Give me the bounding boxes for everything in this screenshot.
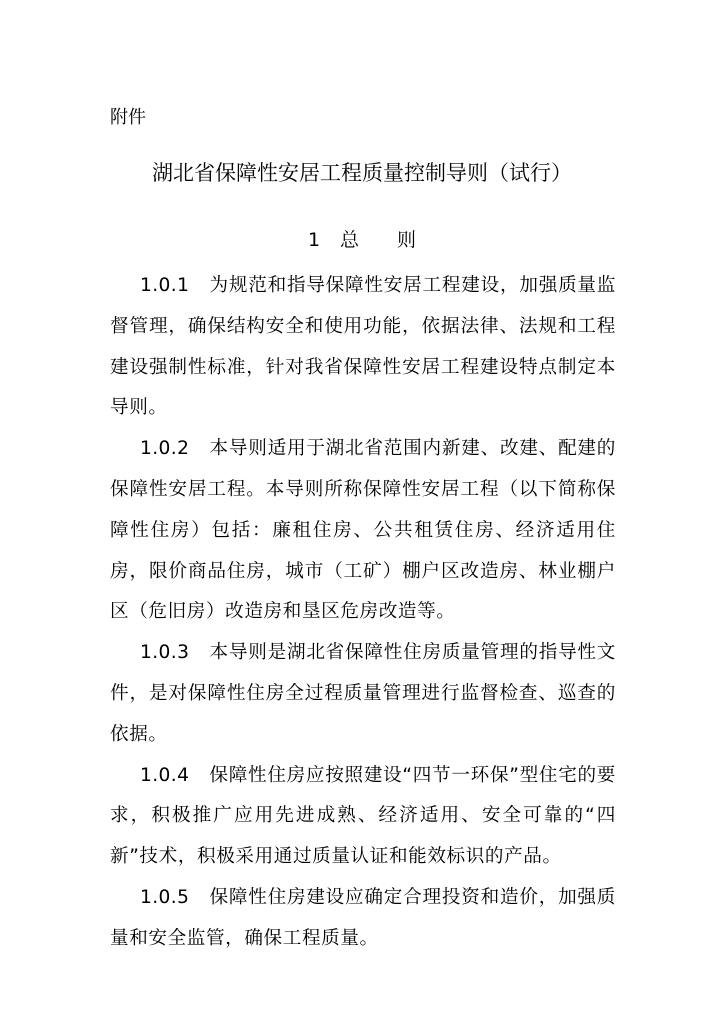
clause-number: 1.0.4 [140,764,190,786]
section-number: 1 [307,229,321,251]
clause-paragraph [110,266,616,429]
clause-text: 保障性住房应按照建设“四节一环保”型住宅的要求，积极推广应用先进成熟、经济适用、安全可靠的“四新”技术，积极采用通过质量认证和能效标识的产品。 [110,764,616,868]
section-name-part2: 则 [397,229,417,251]
clause-text: 本导则是湖北省保障性住房质量管理的指导性文件，是对保障性住房全过程质量管理进行监督检查、巡查的依据。 [110,642,616,745]
clause-number: 1.0.5 [140,886,190,908]
clause-number: 1.0.2 [140,438,190,460]
section-name-part1: 总 [340,229,360,251]
document-title: 湖北省保障性安居工程质量控制导则（试行） [152,161,572,185]
clause-number: 1.0.1 [140,275,190,296]
clause-paragraph [110,633,616,755]
clause-number: 1.0.3 [140,642,190,664]
clause-text: 保障性住房建设应确定合理投资和造价，加强质量和安全监管，确保工程质量。 [110,886,616,949]
clause-paragraph [110,756,616,878]
clause-text: 本导则适用于湖北省范围内新建、改建、配建的保障性安居工程。本导则所称保障性安居工程（以下简称保障性住房）包括：廉租住房、公共租赁住房、经济适用住房，限价商品住房，城市（工矿）棚户区改造房、林业棚户区（危旧房）改造房和垦区危房改造等。 [110,438,616,623]
clause-paragraph [110,878,616,960]
clause-paragraph [110,429,616,633]
clause-text: 为规范和指导保障性安居工程建设，加强质量监督管理，确保结构安全和使用功能，依据法律、法规和工程建设强制性标准，针对我省保障性安居工程建设特点制定本导则。 [110,275,616,419]
section-heading [0,225,724,255]
attachment-label: 附件 [110,107,146,128]
document-body [110,266,616,960]
